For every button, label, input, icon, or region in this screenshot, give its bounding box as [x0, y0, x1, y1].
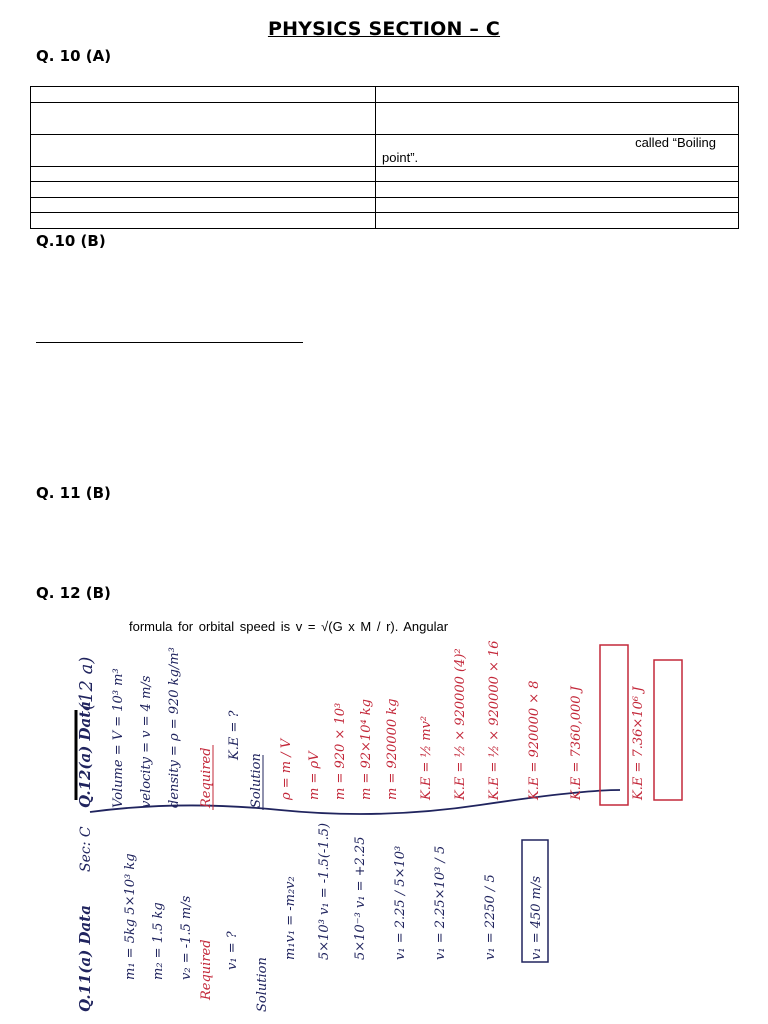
q12a-given-item: density = ρ = 920 kg/m³	[167, 647, 182, 808]
q11a-step: v₁ = 2250 / 5	[483, 874, 498, 960]
table-cell	[376, 213, 739, 229]
table-cell	[31, 213, 376, 229]
page-title: PHYSICS SECTION – C	[267, 18, 501, 40]
q12a-step: K.E = ½ mv²	[419, 715, 434, 800]
table-cell	[31, 135, 376, 167]
q11a-required-label: Required	[199, 939, 214, 1000]
q11a-step: v₁ = 2.25×10³ / 5	[433, 845, 448, 960]
q12a-answer-box	[600, 645, 628, 805]
table-cell	[376, 87, 739, 103]
q12a-data-label: Q.12(a) Data	[76, 701, 94, 808]
question-label-10a: Q. 10 (A)	[36, 47, 112, 65]
question-label-12b: Q. 12 (B)	[36, 584, 111, 602]
q12a-required-value: K.E = ?	[227, 710, 242, 760]
q12a-solution-label: Solution	[249, 753, 264, 808]
q11a-step: m₁v₁ = -m₂v₂	[283, 876, 298, 960]
orbital-speed-text: formula for orbital speed is v = √(G x M / r). Angular	[129, 619, 449, 634]
q12a-step: K.E = 7360,000 J	[569, 686, 584, 800]
q12a-answer-box-final	[654, 660, 682, 800]
q11a-required-value: v₁ = ?	[225, 931, 240, 970]
q11a-solution-label: Solution	[255, 957, 270, 1012]
section-label: Sec: C	[78, 826, 94, 872]
divider-line	[36, 342, 303, 343]
table-cell	[376, 182, 739, 198]
q12a-step: m = 920000 kg	[385, 698, 400, 800]
q11a-step: v₁ = 2.25 / 5×10³	[393, 845, 408, 960]
table-cell	[31, 103, 376, 135]
q11a-step: 5×10³ v₁ = -1.5(-1.5)	[317, 822, 332, 960]
q11a-step: 5×10⁻³ v₁ = +2.25	[353, 836, 368, 960]
boiling-text-line-1: called “Boiling	[635, 135, 716, 150]
q12a-step: K.E = 920000 × 8	[527, 680, 542, 800]
handwritten-answer-image	[60, 640, 700, 1020]
q11a-given-item: m₁ = 5kg 5×10³ kg	[123, 853, 138, 980]
boiling-text-line-2: point”.	[382, 150, 419, 165]
question-label-11b: Q. 11 (B)	[36, 484, 111, 502]
table-cell	[376, 167, 739, 182]
q12a-step: ρ = m / V	[279, 738, 294, 800]
table-cell	[31, 87, 376, 103]
q11a-given-item: v₂ = -1.5 m/s	[179, 895, 194, 980]
q12a-required-label: Required	[199, 747, 214, 808]
table-cell	[376, 103, 739, 135]
table-cell	[31, 182, 376, 198]
q12a-step: m = 920 × 10³	[333, 702, 348, 800]
q11a-step: v₁ = 450 m/s	[529, 875, 544, 960]
question-label-10b: Q.10 (B)	[36, 232, 106, 250]
q11a-given-item: m₂ = 1.5 kg	[151, 902, 166, 980]
table-cell	[376, 198, 739, 213]
q12a-step: m = ρV	[307, 751, 322, 800]
q12a-step: K.E = ½ × 920000 × 16	[487, 640, 502, 800]
q12a-marker: (12 a)	[76, 656, 97, 710]
q11a-data-label: Q.11(a) Data	[76, 905, 94, 1012]
answer-table	[30, 86, 739, 229]
q12a-step: K.E = ½ × 920000 (4)²	[453, 648, 468, 800]
q12a-step: K.E = 7.36×10⁶ J	[631, 686, 646, 800]
q12a-step: m = 92×10⁴ kg	[359, 698, 374, 800]
table-cell	[31, 198, 376, 213]
q12a-given-item: velocity = v = 4 m/s	[139, 675, 154, 808]
table-cell	[31, 167, 376, 182]
q12a-given-item: Volume = V = 10³ m³	[111, 668, 126, 808]
table-cell-boiling-point	[376, 135, 739, 167]
